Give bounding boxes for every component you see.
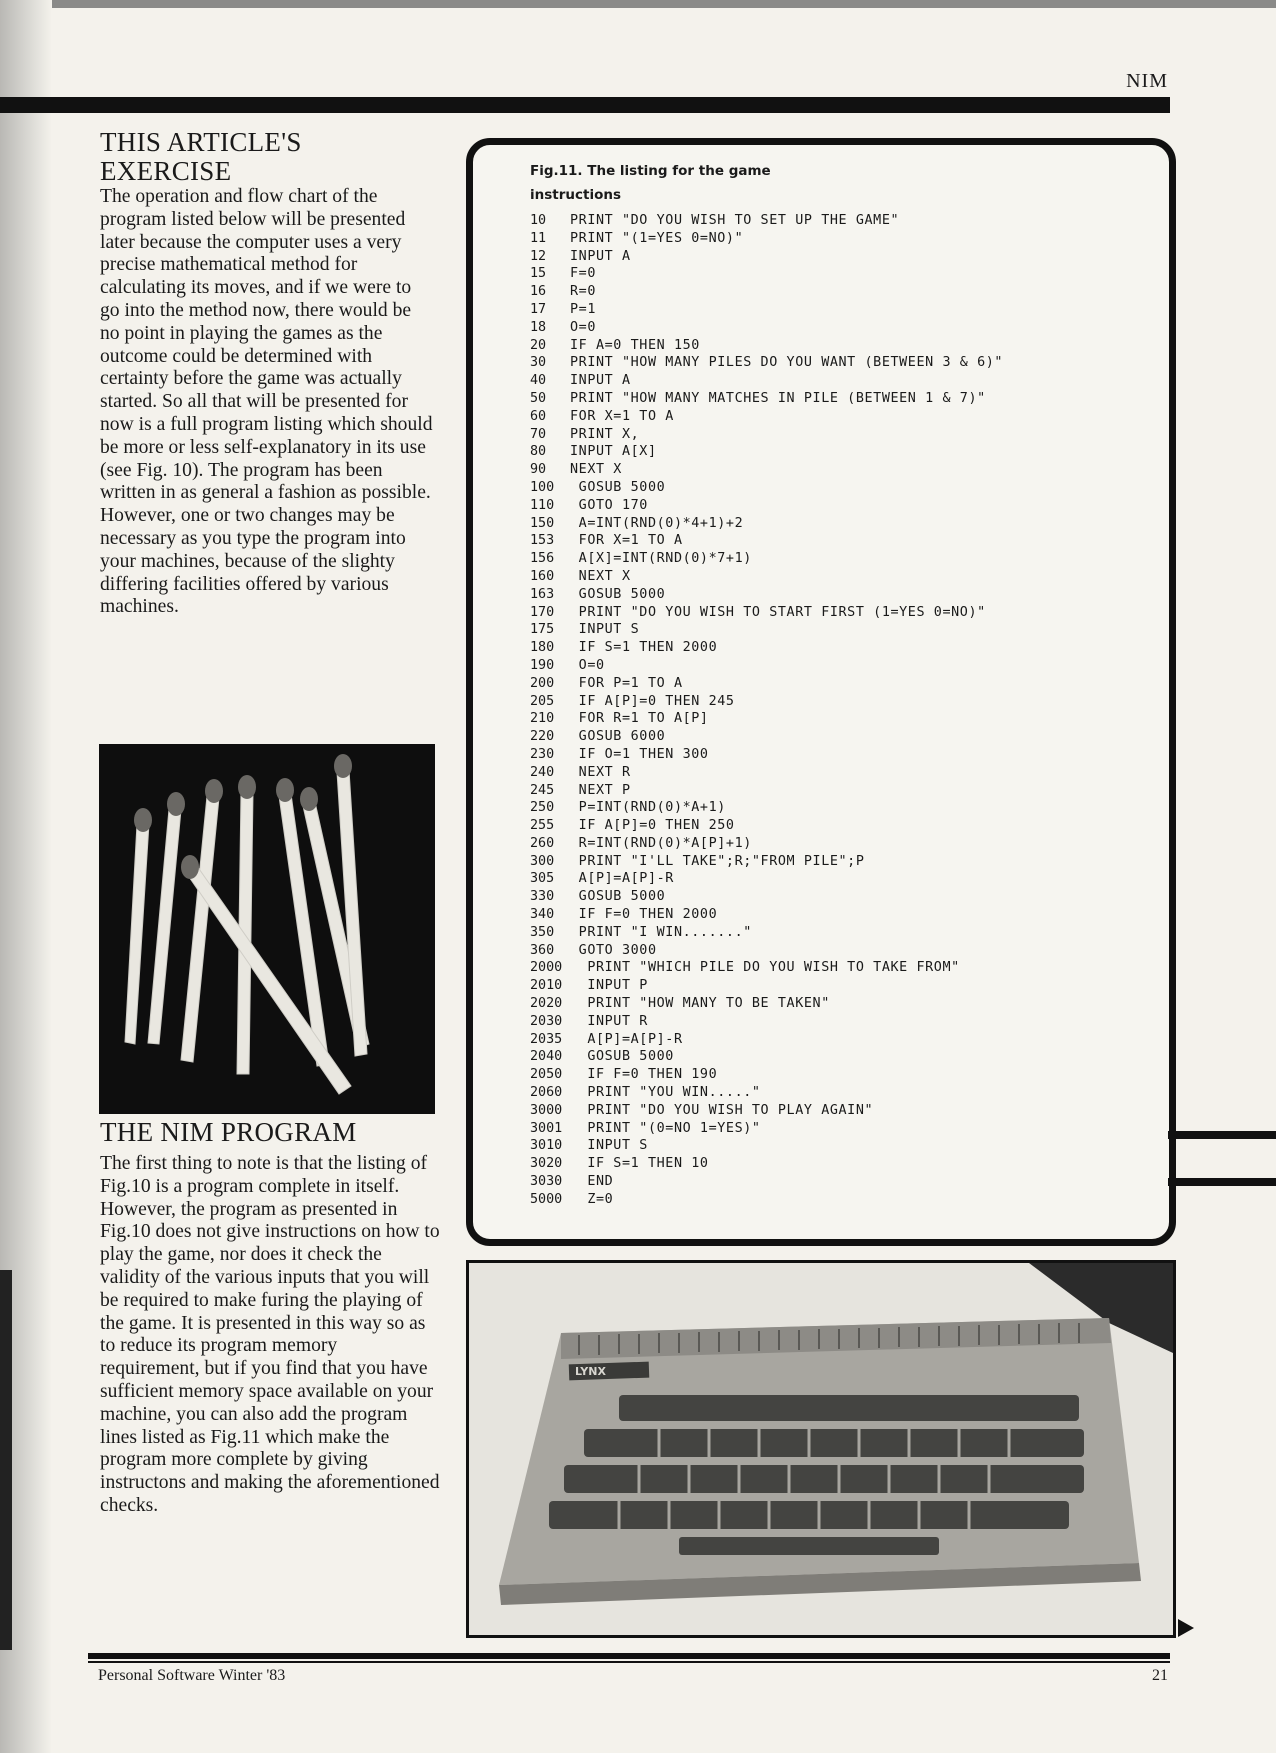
- line-code: PRINT "HOW MANY TO BE TAKEN": [570, 996, 830, 1012]
- listing-line: [530, 959, 1003, 977]
- line-code: GOSUB 5000: [570, 1049, 674, 1065]
- listing-line: [530, 426, 1003, 444]
- line-code: IF A[P]=0 THEN 245: [570, 693, 735, 709]
- line-number: 5000: [530, 1191, 563, 1207]
- line-number: 220: [530, 729, 555, 745]
- listing-line: [530, 870, 1003, 888]
- line-number: 100: [530, 479, 555, 495]
- nim-program-text: [100, 1153, 440, 1518]
- line-number: 260: [530, 835, 555, 851]
- line-code: PRINT "HOW MANY MATCHES IN PILE (BETWEEN 1 & 7)": [570, 390, 986, 406]
- nim-program-body: The first thing to note is that the listing of Fig.10 is a program complete in itself. However, the program as presented in Fig.10 does not give instructions on how to play the game, nor does it check the validity of the various inputs that you will be required to make furing the playing of the game. It is presented in this way so as to reduce its program memory requirement, but if you find that you have sufficient memory space available on your machine, you can also add the program lines listed as Fig.11 which make the program more complete by giving instructons and making the aforementioned checks.: [100, 1153, 440, 1516]
- magazine-name: Personal Software Winter '83: [98, 1667, 286, 1684]
- line-number: 80: [530, 444, 547, 460]
- lynx-badge-text: LYNX: [575, 1365, 606, 1378]
- listing-line: [530, 283, 1003, 301]
- line-number: 3010: [530, 1138, 563, 1154]
- listing-line: [530, 906, 1003, 924]
- line-code: GOTO 170: [570, 497, 648, 513]
- header-rule: [0, 97, 1170, 113]
- facing-page-edge: [0, 1270, 12, 1650]
- listing-line: [530, 817, 1003, 835]
- line-code: O=0: [570, 657, 605, 673]
- listing-line: [530, 443, 1003, 461]
- line-code: END: [570, 1174, 614, 1190]
- line-number: 210: [530, 711, 555, 727]
- line-number: 30: [530, 355, 547, 371]
- listing-line: [530, 568, 1003, 586]
- listing-line: [530, 942, 1003, 960]
- line-number: 230: [530, 746, 555, 762]
- listing-line: [530, 657, 1003, 675]
- matches-photo: [99, 744, 435, 1114]
- line-number: 11: [530, 230, 547, 246]
- line-code: NEXT X: [570, 568, 631, 584]
- listing-line: [530, 550, 1003, 568]
- line-code: GOSUB 5000: [570, 586, 666, 602]
- line-number: 2035: [530, 1031, 563, 1047]
- line-code: IF S=1 THEN 10: [570, 1156, 709, 1172]
- line-code: PRINT "(1=YES 0=NO)": [570, 230, 744, 246]
- line-code: INPUT A[X]: [570, 444, 657, 460]
- line-code: PRINT X,: [570, 426, 640, 442]
- line-code: IF O=1 THEN 300: [570, 746, 709, 762]
- line-number: 340: [530, 907, 555, 923]
- listing-line: [530, 1102, 1003, 1120]
- listing-line: [530, 337, 1003, 355]
- line-code: FOR P=1 TO A: [570, 675, 683, 691]
- line-code: PRINT "DO YOU WISH TO START FIRST (1=YES 0=NO)": [570, 604, 986, 620]
- listing-line: [530, 675, 1003, 693]
- line-code: GOSUB 6000: [570, 729, 666, 745]
- nim-program-section: [100, 1118, 435, 1147]
- line-number: 15: [530, 266, 547, 282]
- line-number: 3000: [530, 1102, 563, 1118]
- line-number: 350: [530, 924, 555, 940]
- line-code: P=1: [570, 301, 596, 317]
- listing-line: [530, 835, 1003, 853]
- line-code: PRINT "WHICH PILE DO YOU WISH TO TAKE FROM": [570, 960, 960, 976]
- line-number: 70: [530, 426, 547, 442]
- exercise-heading: THIS ARTICLE'S EXERCISE: [100, 127, 302, 186]
- line-code: R=0: [570, 284, 596, 300]
- line-number: 250: [530, 800, 555, 816]
- listing-line: [530, 1031, 1003, 1049]
- line-number: 2050: [530, 1067, 563, 1083]
- line-code: Z=0: [570, 1191, 614, 1207]
- exercise-body: The operation and flow chart of the program listed below will be presented later because the computer uses a very precise mathematical method for calculating its moves, and if we were to go into the method now, there would be no point in playing the games as the outcome could be determined with certainty before the game was actually started. So all that will be presented for now is a full program listing which should be more or less self-explanatory in its use (see Fig. 10). The program has been written in as general a fashion as possible. However, one or two changes may be necessary as you type the program into your machines, because of the slighty differing facilities offered by various machines.: [100, 186, 433, 618]
- listing-line: [530, 799, 1003, 817]
- listing-line: [530, 639, 1003, 657]
- listing-line: [530, 1155, 1003, 1173]
- box-connector-lower: [1168, 1178, 1276, 1186]
- listing-line: [530, 586, 1003, 604]
- line-number: 40: [530, 373, 547, 389]
- line-code: IF F=0 THEN 2000: [570, 907, 718, 923]
- listing-lines: [530, 212, 1003, 1209]
- line-code: INPUT S: [570, 622, 640, 638]
- continue-arrow-icon: [1178, 1619, 1194, 1637]
- listing-line: [530, 301, 1003, 319]
- line-number: 3030: [530, 1174, 563, 1190]
- line-code: A[X]=INT(RND(0)*7+1): [570, 551, 752, 567]
- footer-rule: [88, 1653, 1170, 1659]
- box-connector-upper: [1168, 1131, 1276, 1139]
- listing-line: [530, 621, 1003, 639]
- listing-line: [530, 408, 1003, 426]
- line-number: 240: [530, 764, 555, 780]
- footer-rule-thin: [88, 1661, 1170, 1663]
- line-code: INPUT P: [570, 978, 648, 994]
- line-number: 110: [530, 497, 555, 513]
- line-code: GOSUB 5000: [570, 889, 666, 905]
- listing-line: [530, 977, 1003, 995]
- line-number: 50: [530, 390, 547, 406]
- line-number: 2060: [530, 1085, 563, 1101]
- listing-line: [530, 782, 1003, 800]
- line-number: 2030: [530, 1013, 563, 1029]
- line-code: A=INT(RND(0)*4+1)+2: [570, 515, 744, 531]
- listing-caption: Fig.11. The listing for the game instructions: [530, 163, 771, 203]
- listing-line: [530, 461, 1003, 479]
- line-number: 200: [530, 675, 555, 691]
- line-code: IF A=0 THEN 150: [570, 337, 700, 353]
- listing-line: [530, 1084, 1003, 1102]
- line-number: 156: [530, 551, 555, 567]
- line-number: 3001: [530, 1120, 563, 1136]
- line-number: 205: [530, 693, 555, 709]
- line-number: 160: [530, 568, 555, 584]
- line-code: NEXT X: [570, 462, 622, 478]
- line-code: NEXT R: [570, 764, 631, 780]
- listing-line: [530, 265, 1003, 283]
- line-number: 2020: [530, 996, 563, 1012]
- line-number: 255: [530, 818, 555, 834]
- line-code: NEXT P: [570, 782, 631, 798]
- line-code: IF A[P]=0 THEN 250: [570, 818, 735, 834]
- listing-line: [530, 497, 1003, 515]
- line-number: 300: [530, 853, 555, 869]
- line-number: 163: [530, 586, 555, 602]
- line-number: 190: [530, 657, 555, 673]
- line-code: IF F=0 THEN 190: [570, 1067, 718, 1083]
- line-code: PRINT "DO YOU WISH TO PLAY AGAIN": [570, 1102, 874, 1118]
- exercise-section: [100, 128, 435, 619]
- line-number: 90: [530, 462, 547, 478]
- listing-line: [530, 746, 1003, 764]
- line-number: 2010: [530, 978, 563, 994]
- listing-line: [530, 1137, 1003, 1155]
- listing-line: [530, 479, 1003, 497]
- listing-line: [530, 1066, 1003, 1084]
- listing-box: [466, 138, 1176, 1246]
- listing-line: [530, 372, 1003, 390]
- line-code: A[P]=A[P]-R: [570, 871, 674, 887]
- line-code: INPUT A: [570, 248, 631, 264]
- matches-illustration: [99, 744, 435, 1114]
- lynx-computer-photo: [466, 1260, 1176, 1638]
- line-number: 2040: [530, 1049, 563, 1065]
- line-number: 360: [530, 942, 555, 958]
- listing-line: [530, 230, 1003, 248]
- listing-line: [530, 515, 1003, 533]
- line-number: 60: [530, 408, 547, 424]
- line-code: PRINT "I'LL TAKE";R;"FROM PILE";P: [570, 853, 865, 869]
- line-code: PRINT "DO YOU WISH TO SET UP THE GAME": [570, 213, 900, 228]
- listing-line: [530, 888, 1003, 906]
- line-number: 180: [530, 640, 555, 656]
- listing-line: [530, 212, 1003, 230]
- line-number: 170: [530, 604, 555, 620]
- line-code: GOSUB 5000: [570, 479, 666, 495]
- listing-line: [530, 248, 1003, 266]
- line-number: 20: [530, 337, 547, 353]
- listing-line: [530, 728, 1003, 746]
- line-number: 153: [530, 533, 555, 549]
- line-code: P=INT(RND(0)*A+1): [570, 800, 726, 816]
- line-code: IF S=1 THEN 2000: [570, 640, 718, 656]
- line-code: R=INT(RND(0)*A[P]+1): [570, 835, 752, 851]
- listing-line: [530, 710, 1003, 728]
- listing-line: [530, 853, 1003, 871]
- page-number: 21: [1152, 1667, 1168, 1684]
- line-number: 175: [530, 622, 555, 638]
- line-number: 305: [530, 871, 555, 887]
- line-number: 150: [530, 515, 555, 531]
- line-code: INPUT A: [570, 373, 631, 389]
- listing-line: [530, 693, 1003, 711]
- line-code: F=0: [570, 266, 596, 282]
- line-number: 2000: [530, 960, 563, 976]
- line-number: 16: [530, 284, 547, 300]
- listing-line: [530, 1173, 1003, 1191]
- line-number: 10: [530, 213, 547, 228]
- line-code: PRINT "I WIN.......": [570, 924, 752, 940]
- line-code: PRINT "YOU WIN.....": [570, 1085, 761, 1101]
- line-code: O=0: [570, 319, 596, 335]
- line-code: INPUT R: [570, 1013, 648, 1029]
- line-code: PRINT "HOW MANY PILES DO YOU WANT (BETWEEN 3 & 6)": [570, 355, 1004, 371]
- listing-line: [530, 1013, 1003, 1031]
- line-code: FOR X=1 TO A: [570, 408, 674, 424]
- lynx-computer-illustration: [469, 1263, 1173, 1635]
- running-title: NIM: [1126, 70, 1168, 92]
- scan-top-edge: [0, 0, 1276, 8]
- line-number: 18: [530, 319, 547, 335]
- line-code: A[P]=A[P]-R: [570, 1031, 683, 1047]
- line-number: 245: [530, 782, 555, 798]
- listing-line: [530, 604, 1003, 622]
- line-code: GOTO 3000: [570, 942, 657, 958]
- listing-line: [530, 319, 1003, 337]
- listing-line: [530, 1120, 1003, 1138]
- listing-line: [530, 1191, 1003, 1209]
- nim-program-heading: THE NIM PROGRAM: [100, 1117, 357, 1147]
- line-code: FOR X=1 TO A: [570, 533, 683, 549]
- line-number: 3020: [530, 1156, 563, 1172]
- line-code: FOR R=1 TO A[P]: [570, 711, 709, 727]
- line-number: 17: [530, 301, 547, 317]
- line-number: 12: [530, 248, 547, 264]
- listing-line: [530, 995, 1003, 1013]
- listing-line: [530, 764, 1003, 782]
- listing-line: [530, 390, 1003, 408]
- listing-line: [530, 354, 1003, 372]
- listing-line: [530, 1048, 1003, 1066]
- line-number: 330: [530, 889, 555, 905]
- listing-line: [530, 924, 1003, 942]
- line-code: PRINT "(0=NO 1=YES)": [570, 1120, 761, 1136]
- listing-line: [530, 532, 1003, 550]
- line-code: INPUT S: [570, 1138, 648, 1154]
